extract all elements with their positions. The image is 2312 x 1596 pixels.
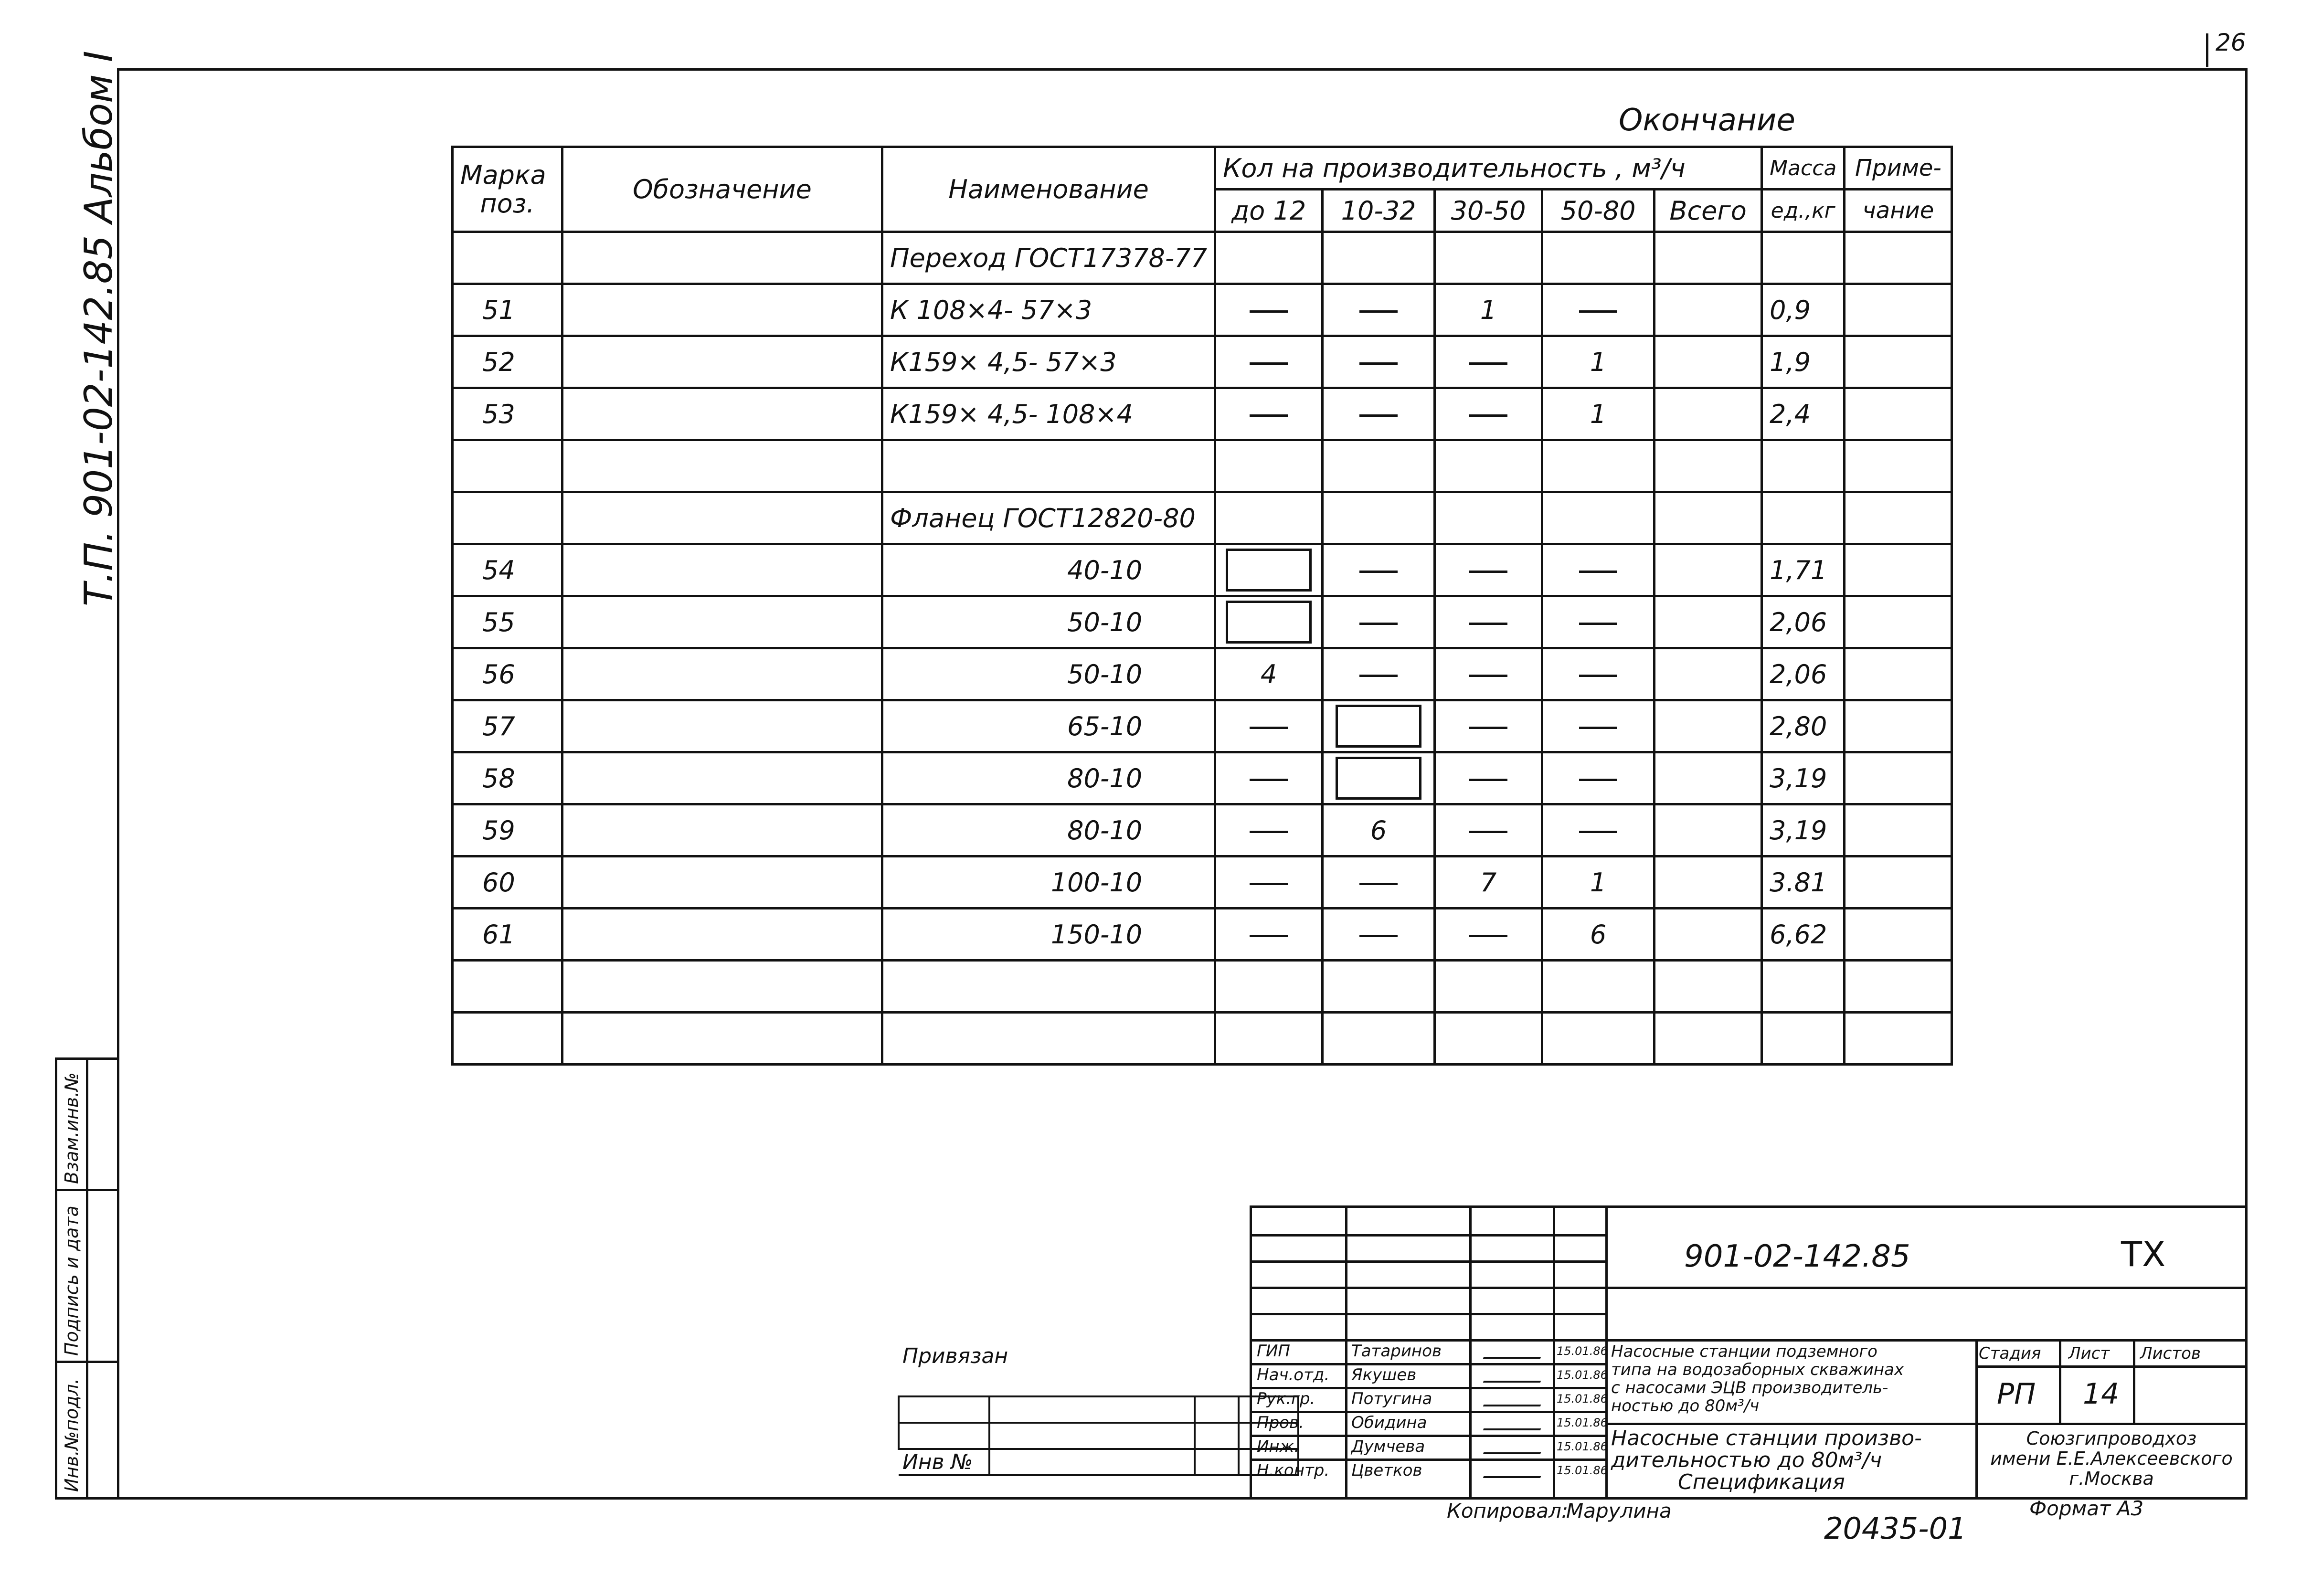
cell-mass: 2,80 bbox=[1762, 700, 1845, 752]
cell-qty bbox=[1435, 388, 1542, 440]
header-qty-col: 30-50 bbox=[1435, 190, 1542, 232]
dash-mark bbox=[1469, 362, 1507, 365]
inv-number-label: Инв № bbox=[899, 1449, 989, 1475]
cell-note bbox=[1845, 284, 1952, 336]
cell-qty bbox=[1435, 909, 1542, 961]
cell-qty: 1 bbox=[1542, 388, 1654, 440]
cell-total bbox=[1654, 648, 1762, 700]
cell-total bbox=[1654, 232, 1762, 284]
cell-mass: 2,06 bbox=[1762, 596, 1845, 648]
cell-qty bbox=[1435, 804, 1542, 856]
cell-qty bbox=[1435, 492, 1542, 544]
cell-position: 60 bbox=[453, 856, 562, 909]
cell-mass bbox=[1762, 440, 1845, 492]
cell-position: 57 bbox=[453, 700, 562, 752]
cell-total bbox=[1654, 440, 1762, 492]
project-title-line: типа на водозаборных скважинах bbox=[1611, 1360, 1904, 1379]
cell-total bbox=[1654, 544, 1762, 596]
cell-qty bbox=[1323, 1013, 1435, 1065]
cell-note bbox=[1845, 856, 1952, 909]
table-row bbox=[453, 1013, 1952, 1065]
cell-note bbox=[1845, 804, 1952, 856]
sheet-title-line: Спецификация bbox=[1678, 1470, 1845, 1494]
ending-label: Окончание bbox=[1619, 103, 1795, 138]
header-mass-line1: Масса bbox=[1762, 147, 1845, 190]
cell-name bbox=[882, 961, 1215, 1013]
cell-designation bbox=[562, 752, 882, 804]
cell-total bbox=[1654, 700, 1762, 752]
role-label: Инж. bbox=[1257, 1437, 1300, 1456]
dash-mark bbox=[1250, 779, 1288, 781]
cell-note bbox=[1845, 596, 1952, 648]
cell-designation bbox=[562, 804, 882, 856]
dash-mark bbox=[1359, 883, 1398, 885]
cell-qty bbox=[1215, 804, 1323, 856]
dash-mark bbox=[1250, 935, 1288, 937]
dash-mark bbox=[1579, 571, 1617, 573]
header-qty-col: Всего bbox=[1654, 190, 1762, 232]
cell-qty bbox=[1215, 700, 1323, 752]
cell-name: 100-10 bbox=[882, 856, 1215, 909]
cell-designation bbox=[562, 492, 882, 544]
header-mark-line2: поз. bbox=[480, 188, 535, 219]
cell-name: Переход ГОСТ17378-77 bbox=[882, 232, 1215, 284]
cell-name: К159× 4,5- 108×4 bbox=[882, 388, 1215, 440]
dash-mark bbox=[1359, 414, 1398, 417]
role-person: Потугина bbox=[1351, 1389, 1432, 1408]
cell-qty bbox=[1215, 752, 1323, 804]
cell-qty bbox=[1435, 596, 1542, 648]
table-row bbox=[453, 700, 1952, 752]
cell-qty bbox=[1215, 961, 1323, 1013]
cell-qty bbox=[1542, 752, 1654, 804]
cell-note bbox=[1845, 961, 1952, 1013]
cell-name: К 108×4- 57×3 bbox=[882, 284, 1215, 336]
cell-mass: 3,19 bbox=[1762, 804, 1845, 856]
header-qty-group: Кол на производительность , м³/ч bbox=[1215, 147, 1762, 190]
cell-qty bbox=[1323, 284, 1435, 336]
cell-qty bbox=[1323, 752, 1435, 804]
table-row bbox=[453, 492, 1952, 544]
cell-qty bbox=[1542, 1013, 1654, 1065]
table-row bbox=[453, 544, 1952, 596]
header-mass-line2: ед.,кг bbox=[1762, 190, 1845, 232]
signature bbox=[1483, 1462, 1546, 1478]
dash-mark bbox=[1359, 623, 1398, 625]
cell-mass: 1,9 bbox=[1762, 336, 1845, 388]
cell-designation bbox=[562, 388, 882, 440]
cell-note bbox=[1845, 700, 1952, 752]
cell-qty bbox=[1323, 492, 1435, 544]
cell-name bbox=[882, 440, 1215, 492]
cell-total bbox=[1654, 1013, 1762, 1065]
cell-qty: 1 bbox=[1435, 284, 1542, 336]
specification-table bbox=[451, 146, 1953, 1066]
cell-position: 52 bbox=[453, 336, 562, 388]
organization bbox=[1980, 1428, 2243, 1489]
dash-mark bbox=[1359, 935, 1398, 937]
table-row bbox=[453, 961, 1952, 1013]
cell-note bbox=[1845, 1013, 1952, 1065]
empty-box-mark bbox=[1336, 705, 1421, 748]
cell-qty bbox=[1215, 232, 1323, 284]
cell-mass: 2,06 bbox=[1762, 648, 1845, 700]
table-row bbox=[453, 232, 1952, 284]
role-date: 15.01.86 bbox=[1557, 1416, 1608, 1429]
cell-qty: 7 bbox=[1435, 856, 1542, 909]
project-title-line: Насосные станции подземного bbox=[1611, 1342, 1877, 1361]
doc-type: ТХ bbox=[2121, 1234, 2166, 1274]
empty-box-mark bbox=[1226, 549, 1312, 592]
header-qty-col: 10-32 bbox=[1323, 190, 1435, 232]
org-line: имени Е.Е.Алексеевского bbox=[1990, 1448, 2233, 1469]
doc-number: 20435-01 bbox=[1824, 1511, 1967, 1546]
cell-total bbox=[1654, 596, 1762, 648]
cell-qty bbox=[1215, 336, 1323, 388]
cell-mass: 1,71 bbox=[1762, 544, 1845, 596]
cell-qty bbox=[1323, 596, 1435, 648]
cell-total bbox=[1654, 492, 1762, 544]
signature bbox=[1483, 1438, 1546, 1454]
cell-qty bbox=[1542, 284, 1654, 336]
table-row bbox=[453, 648, 1952, 700]
cell-qty bbox=[1323, 856, 1435, 909]
cell-position bbox=[453, 961, 562, 1013]
signature bbox=[1483, 1390, 1546, 1406]
cell-designation bbox=[562, 336, 882, 388]
cell-designation bbox=[562, 961, 882, 1013]
cell-total bbox=[1654, 856, 1762, 909]
cell-designation bbox=[562, 856, 882, 909]
role-person: Обидина bbox=[1351, 1413, 1427, 1432]
cell-note bbox=[1845, 440, 1952, 492]
empty-box-mark bbox=[1336, 757, 1421, 800]
cell-mass: 3.81 bbox=[1762, 856, 1845, 909]
cell-note bbox=[1845, 336, 1952, 388]
cell-name: 80-10 bbox=[882, 804, 1215, 856]
table-row bbox=[453, 336, 1952, 388]
cell-total bbox=[1654, 284, 1762, 336]
cell-designation bbox=[562, 700, 882, 752]
role-date: 15.01.86 bbox=[1557, 1464, 1608, 1477]
cell-qty bbox=[1542, 440, 1654, 492]
cell-qty bbox=[1323, 388, 1435, 440]
stamp-inv-podl: Инв.№подл. bbox=[61, 1378, 82, 1492]
cell-qty: 1 bbox=[1542, 856, 1654, 909]
role-date: 15.01.86 bbox=[1557, 1440, 1608, 1453]
role-person: Цветков bbox=[1351, 1461, 1422, 1480]
table-row bbox=[453, 284, 1952, 336]
cell-qty bbox=[1323, 700, 1435, 752]
cell-qty bbox=[1215, 440, 1323, 492]
role-date: 15.01.86 bbox=[1557, 1368, 1608, 1382]
stage-label: Стадия bbox=[1979, 1344, 2041, 1363]
role-date: 15.01.86 bbox=[1557, 1344, 1608, 1358]
header-name: Наименование bbox=[882, 147, 1215, 232]
org-line: г.Москва bbox=[2069, 1468, 2154, 1489]
dash-mark bbox=[1469, 675, 1507, 677]
cell-name: 40-10 bbox=[882, 544, 1215, 596]
cell-position: 55 bbox=[453, 596, 562, 648]
cell-qty: 6 bbox=[1323, 804, 1435, 856]
sheet-title bbox=[1611, 1427, 1922, 1493]
cell-position bbox=[453, 440, 562, 492]
dash-mark bbox=[1469, 779, 1507, 781]
cell-qty bbox=[1542, 700, 1654, 752]
cell-qty bbox=[1215, 388, 1323, 440]
side-title: Т.П. 901-02-142.85 Альбом I bbox=[76, 51, 121, 606]
sheet-value: 14 bbox=[2083, 1377, 2120, 1411]
dash-mark bbox=[1469, 935, 1507, 937]
cell-qty bbox=[1215, 856, 1323, 909]
table-row bbox=[453, 596, 1952, 648]
cell-position bbox=[453, 232, 562, 284]
role-date: 15.01.86 bbox=[1557, 1392, 1608, 1406]
cell-total bbox=[1654, 752, 1762, 804]
cell-qty bbox=[1435, 700, 1542, 752]
table-row bbox=[453, 804, 1952, 856]
table-row bbox=[453, 752, 1952, 804]
signature bbox=[1483, 1366, 1546, 1383]
cell-qty bbox=[1435, 544, 1542, 596]
cell-qty bbox=[1435, 648, 1542, 700]
doc-code: 901-02-142.85 bbox=[1684, 1239, 1910, 1274]
dash-mark bbox=[1469, 414, 1507, 417]
cell-note bbox=[1845, 544, 1952, 596]
cell-mass bbox=[1762, 232, 1845, 284]
cell-mass: 0,9 bbox=[1762, 284, 1845, 336]
cell-designation bbox=[562, 284, 882, 336]
header-note-line2: чание bbox=[1845, 190, 1952, 232]
dash-mark bbox=[1469, 623, 1507, 625]
cell-qty: 6 bbox=[1542, 909, 1654, 961]
role-label: Рук.гр. bbox=[1257, 1389, 1315, 1408]
table-row bbox=[453, 856, 1952, 909]
cell-note bbox=[1845, 388, 1952, 440]
signature bbox=[1483, 1342, 1546, 1359]
dash-mark bbox=[1359, 310, 1398, 313]
cell-designation bbox=[562, 440, 882, 492]
cell-position: 58 bbox=[453, 752, 562, 804]
cell-designation bbox=[562, 232, 882, 284]
role-person: Думчева bbox=[1351, 1437, 1425, 1456]
cell-qty bbox=[1215, 544, 1323, 596]
header-qty-col: до 12 bbox=[1215, 190, 1323, 232]
title-block bbox=[1250, 1205, 2245, 1497]
dash-mark bbox=[1359, 571, 1398, 573]
sheet-label: Лист bbox=[2068, 1344, 2110, 1363]
cell-name: К159× 4,5- 57×3 bbox=[882, 336, 1215, 388]
cell-mass bbox=[1762, 1013, 1845, 1065]
dash-mark bbox=[1359, 675, 1398, 677]
cell-qty bbox=[1215, 596, 1323, 648]
cell-note bbox=[1845, 232, 1952, 284]
cell-mass bbox=[1762, 961, 1845, 1013]
dash-mark bbox=[1579, 831, 1617, 833]
copied-label: Копировал: bbox=[1447, 1499, 1569, 1522]
dash-mark bbox=[1579, 310, 1617, 313]
cell-note bbox=[1845, 909, 1952, 961]
cell-qty bbox=[1215, 492, 1323, 544]
cell-qty bbox=[1323, 961, 1435, 1013]
cell-qty bbox=[1435, 336, 1542, 388]
cell-name: 150-10 bbox=[882, 909, 1215, 961]
cell-total bbox=[1654, 336, 1762, 388]
empty-box-mark bbox=[1226, 601, 1312, 644]
cell-designation bbox=[562, 648, 882, 700]
cell-qty bbox=[1215, 1013, 1323, 1065]
cell-mass: 6,62 bbox=[1762, 909, 1845, 961]
cell-qty bbox=[1215, 284, 1323, 336]
cell-qty bbox=[1435, 752, 1542, 804]
dash-mark bbox=[1579, 675, 1617, 677]
copier-name: Марулина bbox=[1566, 1499, 1672, 1522]
header-mark bbox=[453, 147, 562, 232]
cell-qty bbox=[1435, 440, 1542, 492]
cell-position: 51 bbox=[453, 284, 562, 336]
cell-position: 59 bbox=[453, 804, 562, 856]
cell-qty bbox=[1542, 648, 1654, 700]
cell-total bbox=[1654, 388, 1762, 440]
sheet-title-line: Насосные станции произво- bbox=[1611, 1426, 1922, 1450]
cell-qty: 4 bbox=[1215, 648, 1323, 700]
stamp-podp-data: Подпись и дата bbox=[61, 1205, 82, 1356]
cell-note bbox=[1845, 648, 1952, 700]
cell-qty bbox=[1542, 544, 1654, 596]
role-person: Татаринов bbox=[1351, 1342, 1442, 1361]
header-qty-col: 50-80 bbox=[1542, 190, 1654, 232]
cell-qty bbox=[1542, 596, 1654, 648]
sheets-label: Листов bbox=[2140, 1344, 2201, 1363]
cell-qty bbox=[1323, 440, 1435, 492]
project-title-line: ностью до 80м³/ч bbox=[1611, 1396, 1760, 1416]
cell-total bbox=[1654, 909, 1762, 961]
cell-designation bbox=[562, 596, 882, 648]
cell-qty bbox=[1435, 1013, 1542, 1065]
dash-mark bbox=[1250, 362, 1288, 365]
cell-note bbox=[1845, 492, 1952, 544]
dash-mark bbox=[1579, 779, 1617, 781]
cell-name: 80-10 bbox=[882, 752, 1215, 804]
role-label: Нач.отд. bbox=[1257, 1365, 1330, 1385]
cell-designation bbox=[562, 544, 882, 596]
cell-note bbox=[1845, 752, 1952, 804]
dash-mark bbox=[1579, 623, 1617, 625]
dash-mark bbox=[1250, 414, 1288, 417]
project-title-line: с насосами ЭЦВ производитель- bbox=[1611, 1378, 1888, 1397]
org-line: Союзгипроводхоз bbox=[2026, 1428, 2197, 1449]
stamp-vzam-inv: Взам.инв.№ bbox=[61, 1072, 82, 1184]
stage-value: РП bbox=[1997, 1377, 2036, 1411]
dash-mark bbox=[1359, 362, 1398, 365]
cell-mass: 3,19 bbox=[1762, 752, 1845, 804]
cell-qty bbox=[1323, 336, 1435, 388]
privyazan-label: Привязан bbox=[899, 1344, 1298, 1396]
cell-name bbox=[882, 1013, 1215, 1065]
cell-qty bbox=[1323, 648, 1435, 700]
cell-total bbox=[1654, 961, 1762, 1013]
cell-name: 50-10 bbox=[882, 596, 1215, 648]
cell-qty bbox=[1215, 909, 1323, 961]
header-note-line1: Приме- bbox=[1845, 147, 1952, 190]
cell-name: 50-10 bbox=[882, 648, 1215, 700]
cell-position: 61 bbox=[453, 909, 562, 961]
cell-name: 65-10 bbox=[882, 700, 1215, 752]
cell-designation bbox=[562, 909, 882, 961]
cell-qty bbox=[1435, 961, 1542, 1013]
format-label: Формат А3 bbox=[2029, 1497, 2144, 1520]
dash-mark bbox=[1250, 727, 1288, 729]
table-row bbox=[453, 909, 1952, 961]
cell-qty bbox=[1542, 232, 1654, 284]
table-row bbox=[453, 440, 1952, 492]
cell-designation bbox=[562, 1013, 882, 1065]
cell-position: 53 bbox=[453, 388, 562, 440]
cell-mass bbox=[1762, 492, 1845, 544]
cell-position: 54 bbox=[453, 544, 562, 596]
cell-qty bbox=[1435, 232, 1542, 284]
cell-qty bbox=[1542, 804, 1654, 856]
dash-mark bbox=[1579, 727, 1617, 729]
cell-qty: 1 bbox=[1542, 336, 1654, 388]
cell-qty bbox=[1323, 232, 1435, 284]
dash-mark bbox=[1469, 831, 1507, 833]
privyazan-block bbox=[898, 1344, 1299, 1476]
role-person: Якушев bbox=[1351, 1365, 1417, 1385]
cell-qty bbox=[1542, 961, 1654, 1013]
header-mark-line1: Марка bbox=[460, 160, 546, 190]
corner-divider bbox=[2206, 33, 2208, 67]
cell-position bbox=[453, 492, 562, 544]
dash-mark bbox=[1250, 831, 1288, 833]
cell-position: 56 bbox=[453, 648, 562, 700]
cell-mass: 2,4 bbox=[1762, 388, 1845, 440]
cell-name: Фланец ГОСТ12820-80 bbox=[882, 492, 1215, 544]
cell-total bbox=[1654, 804, 1762, 856]
project-title bbox=[1611, 1342, 1904, 1415]
role-label: Пров. bbox=[1257, 1413, 1304, 1432]
role-label: ГИП bbox=[1257, 1342, 1290, 1361]
sheet-title-line: дительностью до 80м³/ч bbox=[1611, 1448, 1882, 1472]
dash-mark bbox=[1469, 727, 1507, 729]
header-designation: Обозначение bbox=[562, 147, 882, 232]
left-stamp bbox=[55, 1057, 119, 1500]
cell-position bbox=[453, 1013, 562, 1065]
corner-mark: 26 bbox=[2216, 29, 2246, 56]
dash-mark bbox=[1469, 571, 1507, 573]
table-row bbox=[453, 388, 1952, 440]
dash-mark bbox=[1250, 883, 1288, 885]
cell-qty bbox=[1323, 909, 1435, 961]
cell-qty bbox=[1323, 544, 1435, 596]
signature bbox=[1483, 1414, 1546, 1430]
dash-mark bbox=[1250, 310, 1288, 313]
role-label: Н.контр. bbox=[1257, 1461, 1330, 1480]
cell-qty bbox=[1542, 492, 1654, 544]
